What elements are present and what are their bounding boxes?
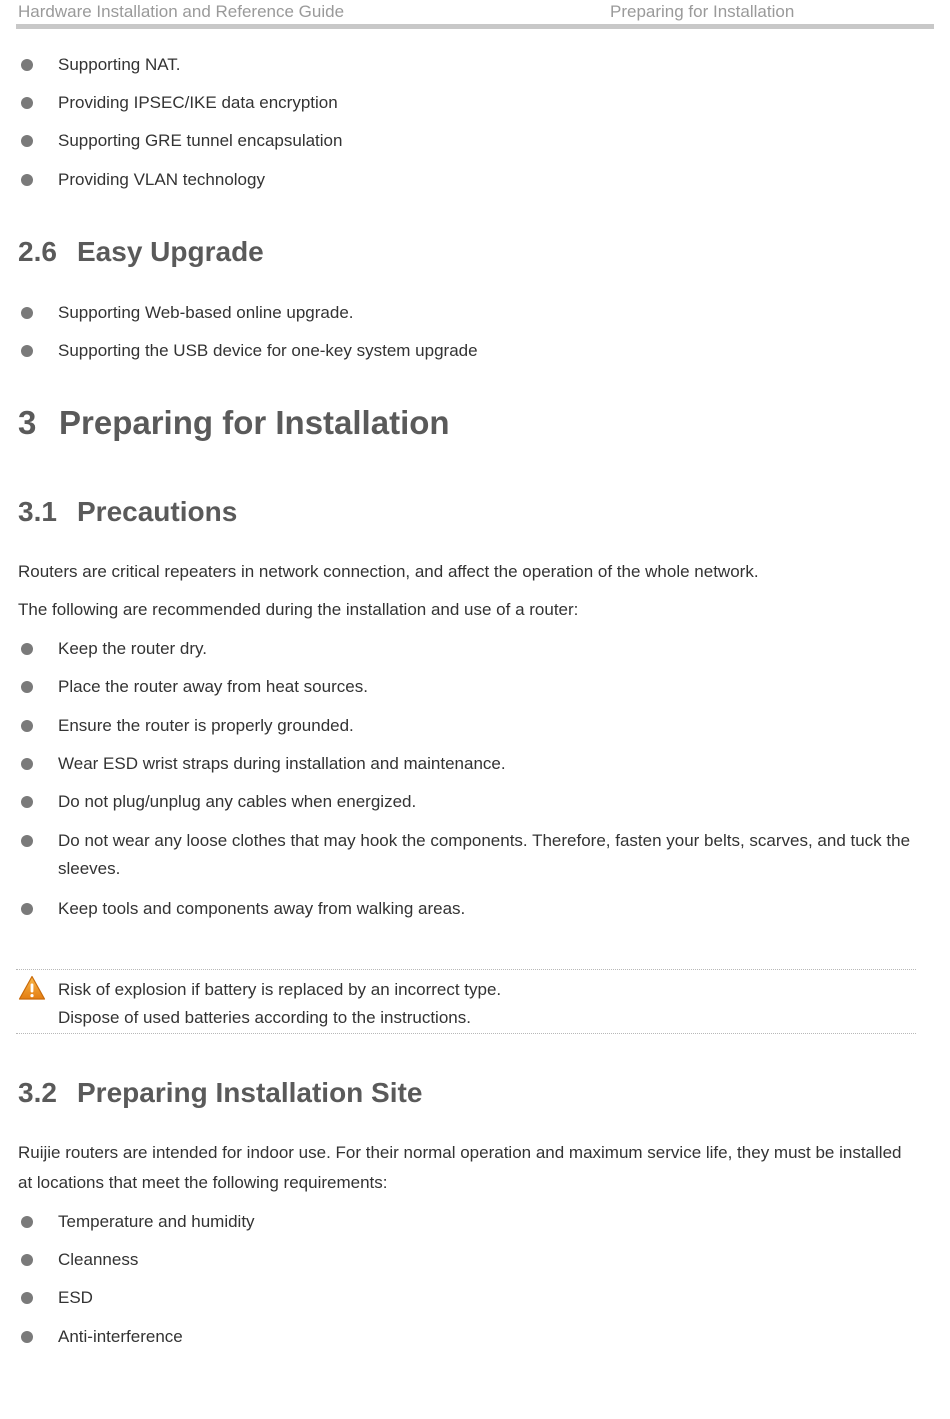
list-item-text: Keep the router dry. — [58, 639, 207, 658]
bullet-icon — [21, 59, 33, 71]
bullet-icon — [21, 835, 33, 847]
section-number: 3.2 — [18, 1077, 57, 1108]
section-number: 3.1 — [18, 496, 57, 527]
list-item-text: Supporting NAT. — [58, 55, 181, 74]
bullet-icon — [21, 681, 33, 693]
bullet-icon — [21, 1216, 33, 1228]
section-number: 2.6 — [18, 236, 57, 267]
section-title: Precautions — [77, 496, 238, 527]
warning-line: Dispose of used batteries according to the instructions. — [58, 1008, 471, 1027]
header-divider — [16, 24, 934, 29]
chapter-title: Preparing for Installation — [59, 404, 450, 441]
header-guide-title: Hardware Installation and Reference Guide — [18, 2, 345, 21]
warning-line: Risk of explosion if battery is replaced by an incorrect type. — [58, 980, 502, 999]
chapter-heading-3 — [18, 404, 450, 442]
list-item-text: Do not wear any loose clothes that may hook the components. Therefore, fasten your belts, scarves, and tuck the sleeves. — [58, 831, 911, 878]
bullet-icon — [21, 174, 33, 186]
list-item-text: Cleanness — [58, 1250, 139, 1269]
section-title: Preparing Installation Site — [77, 1077, 423, 1108]
warning-top-rule — [16, 969, 916, 970]
list-item-text: ESD — [58, 1288, 93, 1307]
bullet-icon — [21, 1292, 33, 1304]
warning-triangle-icon — [18, 975, 46, 1001]
paragraph: The following are recommended during the installation and use of a router: — [18, 600, 579, 619]
bullet-icon — [21, 758, 33, 770]
paragraph: Routers are critical repeaters in network connection, and affect the operation of the whole network. — [18, 562, 759, 581]
bullet-icon — [21, 345, 33, 357]
paragraph: Ruijie routers are intended for indoor use. For their normal operation and maximum service life, they must be installed at locations that meet the following requirements: — [18, 1143, 902, 1192]
list-item-text: Providing IPSEC/IKE data encryption — [58, 93, 338, 112]
bullet-icon — [21, 307, 33, 319]
warning-bottom-rule — [16, 1033, 916, 1034]
list-item-text: Do not plug/unplug any cables when energized. — [58, 792, 417, 811]
list-item-text: Place the router away from heat sources. — [58, 677, 368, 696]
list-item-text: Temperature and humidity — [58, 1212, 255, 1231]
chapter-number: 3 — [18, 404, 37, 441]
list-item-text: Ensure the router is properly grounded. — [58, 716, 354, 735]
list-item-text: Providing VLAN technology — [58, 170, 265, 189]
list-item-text: Anti-interference — [58, 1327, 183, 1346]
bullet-icon — [21, 643, 33, 655]
section-heading-2-6 — [18, 236, 264, 268]
section-heading-3-1 — [18, 496, 237, 528]
bullet-icon — [21, 796, 33, 808]
list-item-text: Supporting GRE tunnel encapsulation — [58, 131, 343, 150]
section-heading-3-2 — [18, 1077, 422, 1109]
list-item-text: Keep tools and components away from walking areas. — [58, 899, 466, 918]
bullet-icon — [21, 135, 33, 147]
section-title: Easy Upgrade — [77, 236, 264, 267]
list-item-text: Supporting Web-based online upgrade. — [58, 303, 354, 322]
list-item-text: Supporting the USB device for one-key system upgrade — [58, 341, 478, 360]
bullet-icon — [21, 720, 33, 732]
bullet-icon — [21, 903, 33, 915]
bullet-icon — [21, 97, 33, 109]
list-item-text: Wear ESD wrist straps during installation and maintenance. — [58, 754, 506, 773]
header-chapter-title: Preparing for Installation — [610, 2, 795, 21]
bullet-icon — [21, 1331, 33, 1343]
bullet-icon — [21, 1254, 33, 1266]
